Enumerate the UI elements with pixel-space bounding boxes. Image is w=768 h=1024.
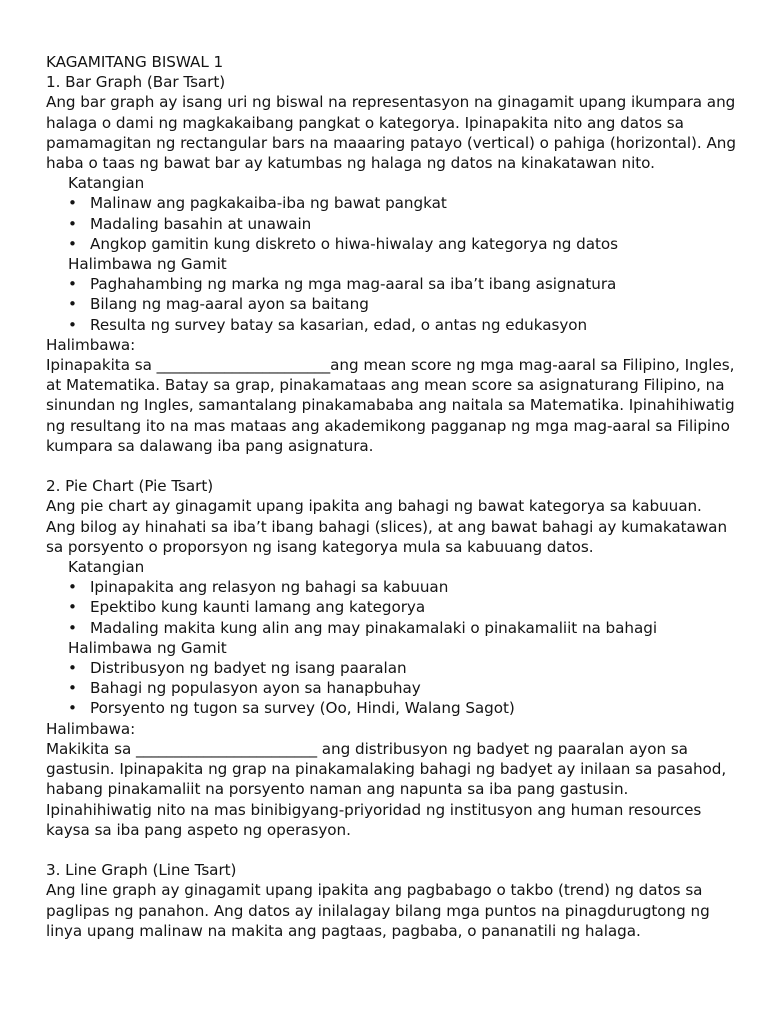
uses-list: [46, 658, 736, 719]
document-page: [46, 52, 736, 941]
uses-list: [46, 274, 736, 335]
list-item: • Resulta ng survey batay sa kasarian, edad, o antas ng edukasyon: [46, 315, 736, 335]
list-item: • Malinaw ang pagkakaiba-iba ng bawat pangkat: [46, 193, 736, 213]
section-heading: 1. Bar Graph (Bar Tsart): [46, 73, 226, 92]
section-intro: Ang pie chart ay ginagamit upang ipakita ang bahagi ng bawat kategorya sa kabuuan. Ang bilog ay hinahati sa iba’t ibang bahagi (slices), at ang bawat bahagi ay kumakatawan sa porsyento o proporsyon ng isang kategorya mula sa kabuuang datos.: [46, 497, 728, 556]
list-item: • Bahagi ng populasyon ayon sa hanapbuhay: [46, 678, 736, 698]
traits-label: Katangian: [68, 174, 145, 193]
example-label: Halimbawa:: [46, 719, 136, 738]
list-item: • Madaling makita kung alin ang may pinakamalaki o pinakamaliit na bahagi: [46, 618, 736, 638]
uses-label: Halimbawa ng Gamit: [68, 255, 227, 274]
list-item: • Angkop gamitin kung diskreto o hiwa-hiwalay ang kategorya ng datos: [46, 234, 736, 254]
document-title: KAGAMITANG BISWAL 1: [46, 53, 224, 71]
list-item: • Porsyento ng tugon sa survey (Oo, Hindi, Walang Sagot): [46, 698, 736, 718]
traits-list: [46, 577, 736, 638]
traits-list: [46, 193, 736, 254]
section-intro: Ang bar graph ay isang uri ng biswal na representasyon na ginagamit upang ikumpara ang halaga o dami ng magkakaibang pangkat o kategorya. Ipinapakita nito ang datos sa pamamagitan ng rectangular bars na maaaring patayo (vertical) o pahiga (horizontal). Ang haba o taas ng bawat bar ay katumbas ng halaga ng datos na kinakatawan nito.: [46, 93, 736, 173]
traits-label: Katangian: [68, 558, 145, 577]
section-pie-chart: [46, 476, 736, 840]
example-paragraph: Ipinapakita sa _______________________ang mean score ng mga mag-aaral sa Filipino, Ingles, at Matematika. Batay sa grap, pinakamataas ang mean score sa asignaturang Filipino, na sinundan ng Ingles, samantalang pinakamababa ang naitala sa Matematika. Ipinahihiwatig ng resultang ito na mas mataas ang akademikong pagganap ng mga mag-aaral sa Filipino kumpara sa dalawang iba pang asignatura.: [46, 356, 735, 455]
list-item: • Paghahambing ng marka ng mga mag-aaral sa iba’t ibang asignatura: [46, 274, 736, 294]
section-line-graph: [46, 860, 736, 941]
list-item: • Bilang ng mag-aaral ayon sa baitang: [46, 294, 736, 314]
section-heading: 3. Line Graph (Line Tsart): [46, 861, 237, 880]
section-bar-graph: [46, 72, 736, 456]
section-intro: Ang line graph ay ginagamit upang ipakita ang pagbabago o takbo (trend) ng datos sa paglipas ng panahon. Ang datos ay inilalagay bilang mga puntos na pinagdurugtong ng linya upang malinaw na makita ang pagtaas, pagbaba, o pananatili ng halaga.: [46, 881, 710, 940]
uses-label: Halimbawa ng Gamit: [68, 638, 227, 657]
list-item: • Madaling basahin at unawain: [46, 214, 736, 234]
section-spacer: [46, 840, 736, 860]
example-paragraph: Makikita sa ________________________ ang distribusyon ng badyet ng paaralan ayon sa gastusin. Ipinapakita ng grap na pinakamalaking bahagi ng badyet ay inilaan sa pasahod, habang pinakamaliit na porsyento naman ang napunta sa iba pang gastusin. Ipinahihiwatig nito na mas binibigyang-priyoridad ng institusyon ang human resources kaysa sa iba pang aspeto ng operasyon.: [46, 739, 727, 839]
list-item: • Epektibo kung kaunti lamang ang kategorya: [46, 597, 736, 617]
section-spacer: [46, 456, 736, 476]
example-label: Halimbawa:: [46, 335, 136, 354]
list-item: • Ipinapakita ang relasyon ng bahagi sa kabuuan: [46, 577, 736, 597]
section-heading: 2. Pie Chart (Pie Tsart): [46, 477, 214, 496]
list-item: • Distribusyon ng badyet ng isang paaralan: [46, 658, 736, 678]
